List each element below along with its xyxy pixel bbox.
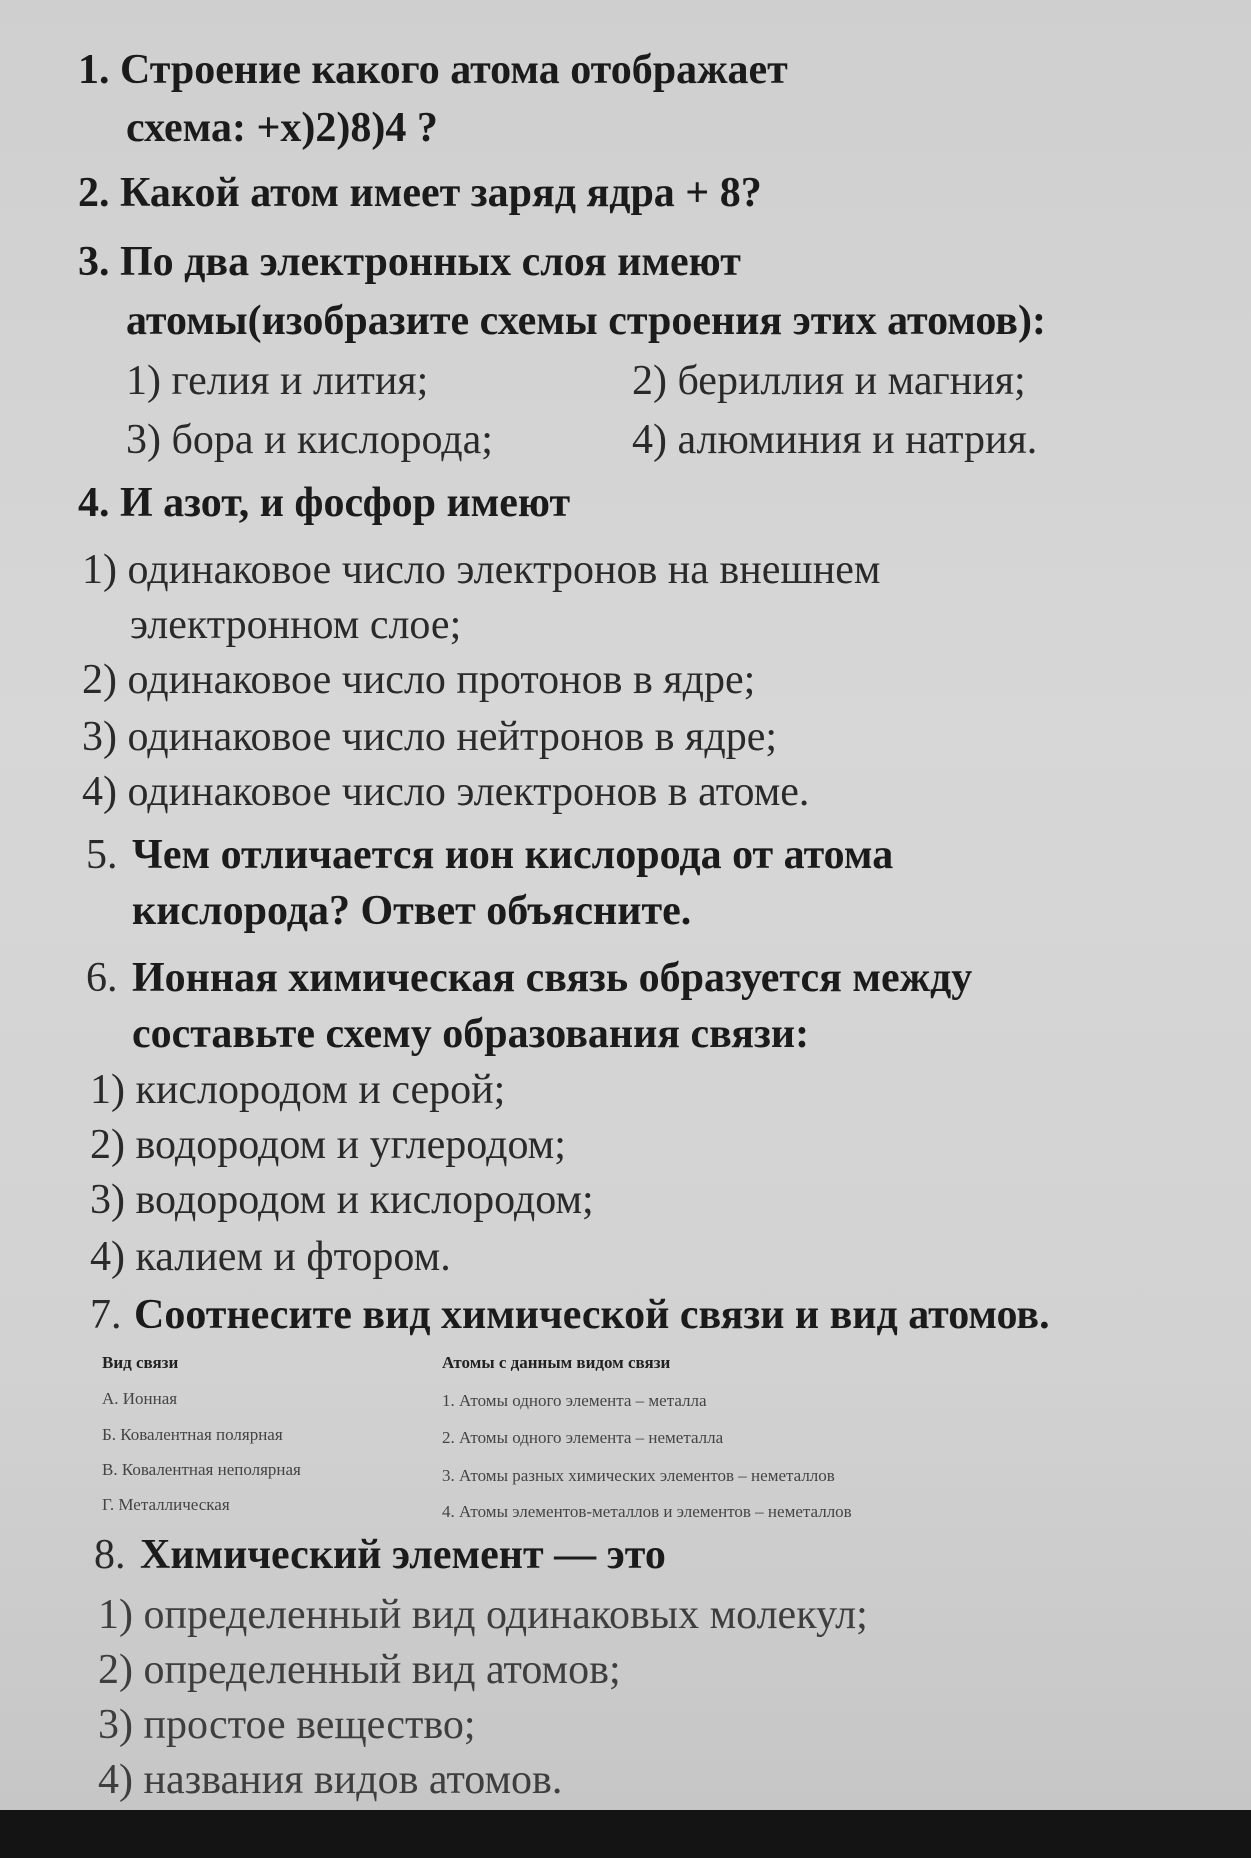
q3-option-4: 4) алюминия и натрия. [632, 417, 1038, 463]
q3-line2: атомы(изобразите схемы строения этих атомов): [126, 298, 1046, 344]
screen-bezel [0, 1810, 1251, 1858]
q3-line1: 3. По два электронных слоя имеют [78, 239, 741, 285]
q7-bond-type: Г. Металлическая [102, 1495, 230, 1514]
q1-line2: схема: +х)2)8)4 ? [126, 105, 438, 151]
q1-line1: 1. Строение какого атома отображает [78, 47, 788, 93]
q6-option-4: 4) калием и фтором. [90, 1234, 451, 1280]
q7-bond-type: В. Ковалентная неполярная [102, 1460, 301, 1479]
q6-line1: Ионная химическая связь образуется между [132, 955, 973, 1001]
q8-number: 8. [94, 1532, 126, 1578]
q5-number: 5. [86, 832, 118, 878]
q7-line1: Соотнесите вид химической связи и вид атомов. [134, 1292, 1050, 1338]
q4-option-4: 4) одинаковое число электронов в атоме. [82, 769, 810, 815]
q7-number: 7. [90, 1292, 122, 1338]
q6-number: 6. [86, 955, 118, 1001]
q4-option-1a: 1) одинаковое число электронов на внешнем [82, 547, 881, 593]
q7-bond-type: Б. Ковалентная полярная [102, 1425, 283, 1444]
q8-option-1: 1) определенный вид одинаковых молекул; [98, 1592, 868, 1638]
q8-option-2: 2) определенный вид атомов; [98, 1647, 621, 1693]
q3-option-1: 1) гелия и лития; [126, 358, 429, 404]
q4-option-3: 3) одинаковое число нейтронов в ядре; [82, 714, 778, 760]
q2-line1: 2. Какой атом имеет заряд ядра + 8? [78, 170, 762, 216]
q7-bond-type: А. Ионная [102, 1389, 178, 1408]
q5-line1: Чем отличается ион кислорода от атома [132, 832, 894, 878]
q8-option-4: 4) названия видов атомов. [98, 1757, 563, 1803]
q7-right-header: Атомы с данным видом связи [442, 1353, 671, 1372]
q3-option-2: 2) бериллия и магния; [632, 358, 1026, 404]
q6-option-2: 2) водородом и углеродом; [90, 1122, 566, 1168]
q7-atom-type: 3. Атомы разных химических элементов – неметаллов [442, 1466, 835, 1485]
q7-atom-type: 2. Атомы одного элемента – неметалла [442, 1428, 724, 1447]
q7-atom-type: 1. Атомы одного элемента – металла [442, 1391, 707, 1410]
q8-option-3: 3) простое вещество; [98, 1702, 476, 1748]
q4-option-1b: электронном слое; [130, 602, 462, 648]
q5-line2: кислорода? Ответ объясните. [132, 888, 692, 934]
q6-line2: составьте схему образования связи: [132, 1011, 810, 1057]
q7-atom-type: 4. Атомы элементов-металлов и элементов – неметаллов [442, 1502, 852, 1521]
q4-line1: 4. И азот, и фосфор имеют [78, 480, 571, 526]
q6-option-1: 1) кислородом и серой; [90, 1067, 506, 1113]
q8-line1: Химический элемент — это [140, 1532, 666, 1578]
q4-option-2: 2) одинаковое число протонов в ядре; [82, 657, 756, 703]
q3-option-3: 3) бора и кислорода; [126, 417, 493, 463]
q7-left-header: Вид связи [102, 1353, 179, 1372]
q6-option-3: 3) водородом и кислородом; [90, 1177, 594, 1223]
